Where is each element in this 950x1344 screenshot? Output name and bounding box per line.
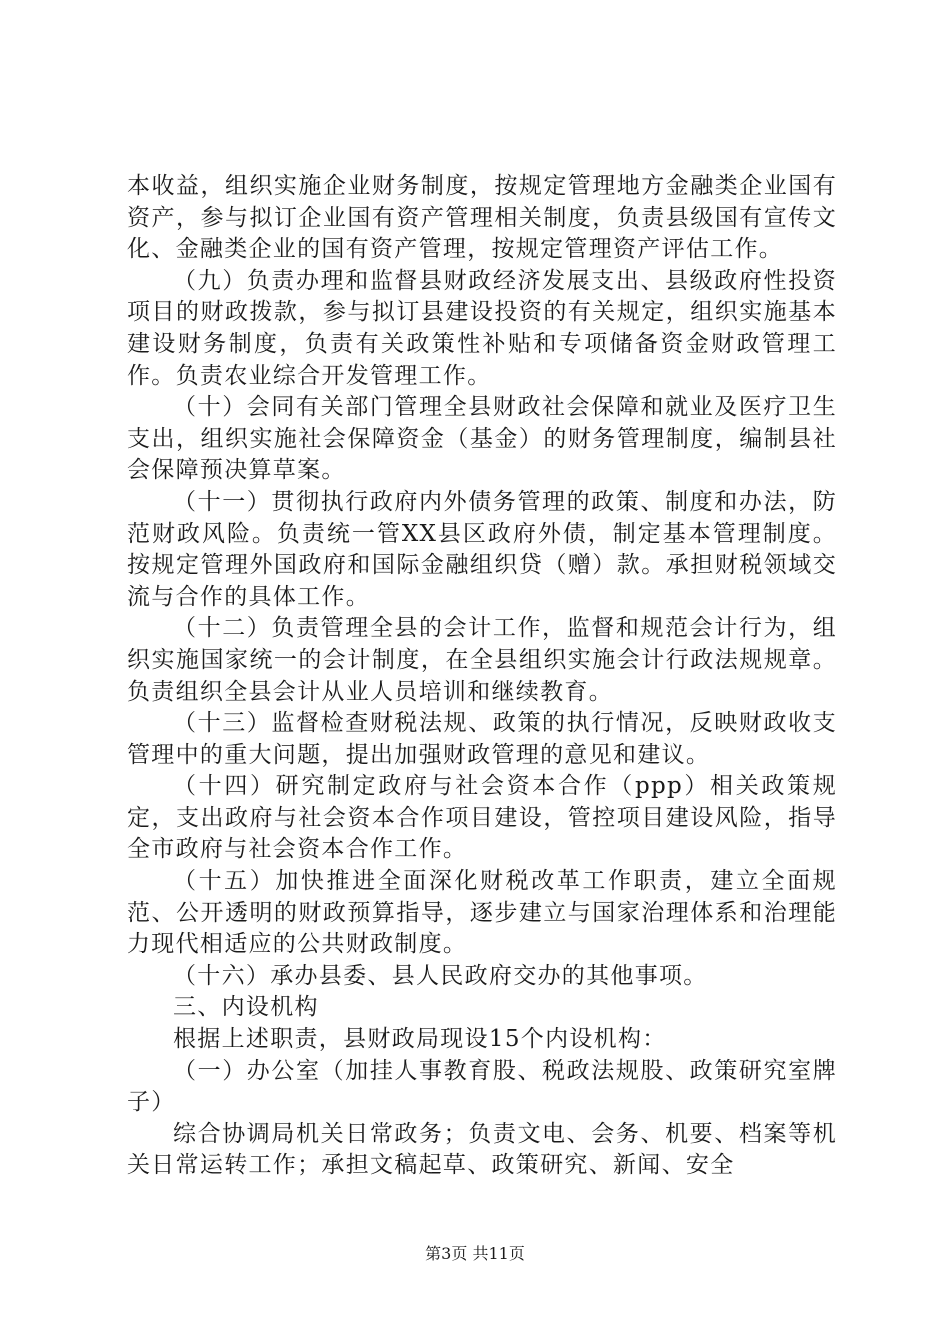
document-body bbox=[127, 171, 837, 1182]
page-number-footer bbox=[0, 1243, 950, 1265]
page-suffix: 页 bbox=[508, 1244, 525, 1263]
page-current: 3 bbox=[441, 1244, 452, 1263]
page-total: 11 bbox=[488, 1244, 509, 1263]
page-mid: 页 共 bbox=[451, 1244, 489, 1263]
page-prefix: 第 bbox=[425, 1244, 442, 1263]
paragraph: （十三）监督检查财税法规、政策的执行情况，反映财政收支管理中的重大问题，提出加强财政管理的意见和建议。 bbox=[127, 710, 837, 768]
section-heading: 三、内设机构 bbox=[173, 994, 319, 1021]
paragraph: （十五）加快推进全面深化财税改革工作职责，建立全面规范、公开透明的财政预算指导，逐步建立与国家治理体系和治理能力现代相适应的公共财政制度。 bbox=[127, 868, 837, 958]
paragraph: （十四）研究制定政府与社会资本合作（ppp）相关政策规定，支出政府与社会资本合作项目建设，管控项目建设风险，指导全市政府与社会资本合作工作。 bbox=[127, 773, 837, 863]
paragraph: （十六）承办县委、县人民政府交办的其他事项。 bbox=[173, 962, 708, 989]
paragraph: （十）会同有关部门管理全县财政社会保障和就业及医疗卫生支出，组织实施社会保障资金（基金）的财务管理制度，编制县社会保障预决算草案。 bbox=[127, 394, 837, 484]
paragraph: （十一）贯彻执行政府内外债务管理的政策、制度和办法，防范财政风险。负责统一管XX县区政府外债，制定基本管理制度。按规定管理外国政府和国际金融组织贷（赠）款。承担财税领域交流与合作的具体工作。 bbox=[127, 488, 837, 610]
paragraph: 本收益，组织实施企业财务制度，按规定管理地方金融类企业国有资产，参与拟订企业国有资产管理相关制度，负责县级国有宣传文化、金融类企业的国有资产管理，按规定管理资产评估工作。 bbox=[127, 173, 837, 263]
paragraph: （十二）负责管理全县的会计工作，监督和规范会计行为，组织实施国家统一的会计制度，在全县组织实施会计行政法规规章。负责组织全县会计从业人员培训和继续教育。 bbox=[127, 615, 837, 705]
paragraph: 根据上述职责，县财政局现设15个内设机构： bbox=[173, 1026, 667, 1053]
subsection-heading: （一）办公室（加挂人事教育股、税政法规股、政策研究室牌子） bbox=[127, 1057, 837, 1116]
paragraph: 综合协调局机关日常政务；负责文电、会务、机要、档案等机关日常运转工作；承担文稿起草、政策研究、新闻、安全 bbox=[127, 1120, 837, 1179]
paragraph: （九）负责办理和监督县财政经济发展支出、县级政府性投资项目的财政拨款，参与拟订县建设投资的有关规定，组织实施基本建设财务制度，负责有关政策性补贴和专项储备资金财政管理工作。负责农业综合开发管理工作。 bbox=[127, 267, 837, 389]
